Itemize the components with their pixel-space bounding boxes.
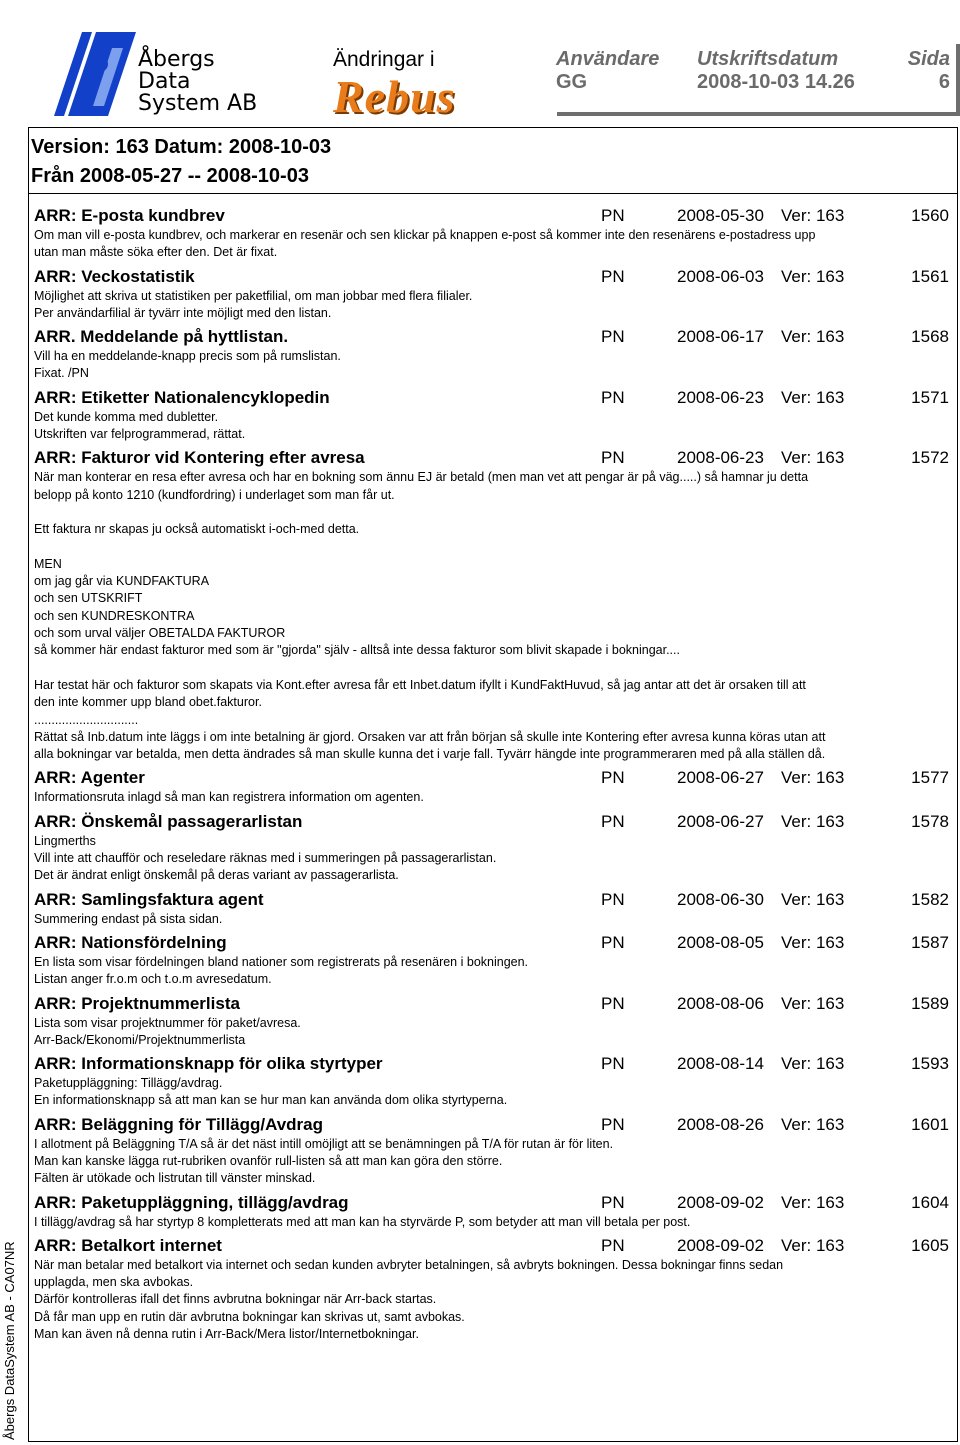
print-date-column [697,48,855,94]
entry-header [34,1052,949,1075]
entry-number: 1593 [911,1054,949,1074]
entry-header [34,992,949,1015]
app-name-logo: Rebus [333,71,456,122]
entry-author: PN [601,1054,625,1074]
entry-date: 2008-06-03 [677,266,764,286]
entry-title: ARR: Nationsfördelning [34,932,227,952]
entry-version: Ver: 163 [781,206,845,225]
vertical-footer-text: Åbergs DataSystem AB - CA07NR [2,1241,17,1440]
entry-author: PN [601,993,625,1013]
entry-description: Paketuppläggning: Tillägg/avdrag. En informationsknapp så att man kan se hur man kan använda dom olika styrtyperna. [34,1076,508,1108]
entry-header [34,810,949,833]
svg-text:Data: Data [138,69,191,94]
entry-number: 1572 [911,448,949,468]
change-entry [34,386,949,444]
entry-number: 1589 [911,993,949,1013]
entry-author: PN [601,811,625,831]
entry-author: PN [601,1235,625,1255]
entry-header [34,1234,949,1257]
entry-header [34,386,949,409]
changes-list [28,193,958,1442]
change-entry [34,1191,949,1231]
change-entry [34,992,949,1050]
entry-description: När man betalar med betalkort via internet och sedan kunden avbryter betalningen, så avbryts bokningen. Dessa bokningar finns sedan upplagda, men ska avbokas. Därför kontrolleras ifall det finns avbrutna bokningar när Arr-back startas. Då får man upp en rutin där avbrutna bokningar kan skrivas ut, samt avbokas. Man kan även nå denna rutin i Arr-Back/Mera listor/Internetbokningar. [34,1257,784,1342]
entry-author: PN [601,266,625,286]
entry-description: Informationsruta inlagd så man kan registrera information om agenten. [34,790,424,805]
entry-version: Ver: 163 [781,932,845,952]
entry-description: I tillägg/avdrag så har styrtyp 8 kompletterats med att man kan ha styrvärde P, som betyder att man vill betala per post. [34,1214,691,1229]
entry-author: PN [601,932,625,952]
entry-description: Om man vill e-posta kundbrev, och markerar en resenär och sen klickar på knappen e-post så kommer inte den resenärens e-postadress upp utan man måste söka efter den. Det är fixat. [34,228,816,260]
entry-number: 1568 [911,327,949,347]
entry-header [34,325,949,348]
entry-title: ARR: Samlingsfaktura agent [34,889,264,909]
entry-title: ARR: E-posta kundbrev [34,206,225,225]
change-entry [34,888,949,928]
change-entry [34,446,949,763]
entry-date: 2008-08-06 [677,993,764,1013]
print-date-label: Utskriftsdatum [697,48,839,70]
company-logo [38,18,300,120]
entry-title: ARR: Veckostatistik [34,266,195,286]
entry-description: En lista som visar fördelningen bland nationer som registrerats på resenären i bokningen. Listan anger fr.o.m och t.o.m avresedatum. [34,954,529,987]
entry-date: 2008-09-02 [677,1192,764,1212]
document-title-block [333,48,483,123]
entry-date: 2008-06-23 [677,387,764,407]
change-entry [34,204,949,262]
entry-author: PN [601,327,625,347]
change-entry [34,931,949,989]
entry-number: 1605 [911,1235,949,1255]
entry-title: ARR. Meddelande på hyttlistan. [34,327,289,347]
change-entry [34,1052,949,1110]
entry-date: 2008-05-30 [677,206,764,225]
entry-header [34,888,949,911]
entry-date: 2008-06-30 [677,889,764,909]
entry-description: När man konterar en resa efter avresa och har en bokning som ännu EJ är betald (men man vet att pengar är på väg.....) så hamnar ju detta belopp på konto 1210 (kundfordring) i underlaget som man får ut. Ett faktura nr skapas ju också automatiskt i-och-med detta. MEN om jag går via KUNDFAKTURA och sen UTSKRIFT och sen KUNDRESKONTRA och som urval väljer OBETALDA FAKTUROR så kommer här endast fakturor med som är "gjorda" själv - alltså inte dessa fakturor som blivit skapade i bokningar.... Har testat här och fakturor som skapats via Kont.efter avresa får ett Inbet.datum ifyllt i KundFaktHuvud, så jag antar att det är orsaken till att den inte kommer upp bland obet.fakturor. .............................. Rättat så Inb.datum inte läggs i om inte betalning är gjord. Orsaken var att från början så skulle inte Kontering efter avresa kunna köras utan att alla bokningar var betalda, men detta ändrades så man skulle kunna det i varje fall. Tyvärr hängde inte programmeraren med på alla ställen då. [34,470,826,762]
print-date-value: 2008-10-03 14.26 [697,71,855,93]
entry-date: 2008-06-17 [677,327,764,347]
version-line: Version: 163 Datum: 2008-10-03 [31,136,332,158]
entry-title: ARR: Önskemål passagerarlistan [34,811,303,831]
page-label: Sida [907,48,950,70]
change-entry [34,766,949,806]
entry-version: Ver: 163 [781,993,845,1013]
entry-title: ARR: Beläggning för Tillägg/Avdrag [34,1114,324,1134]
entry-header [34,1113,949,1136]
entry-author: PN [601,206,625,225]
entry-header [34,931,949,954]
entry-header [34,265,949,288]
entry-description: Det kunde komma med dubletter. Utskriften var felprogrammerad, rättat. [34,409,246,442]
entry-version: Ver: 163 [781,327,845,347]
logo-text-abergs: Åbergs [138,47,215,72]
entry-version: Ver: 163 [781,768,845,788]
entry-description: Lingmerths Vill inte att chaufför och reseledare räknas med i summeringen på passagerarlistan. Det är ändrat enligt önskemål på deras variant av passagerarlista. [34,833,497,883]
entry-date: 2008-08-14 [677,1054,764,1074]
entry-number: 1601 [911,1114,949,1134]
entry-version: Ver: 163 [781,1054,845,1074]
entry-date: 2008-08-05 [677,932,764,952]
print-info-box [553,40,956,112]
entry-number: 1604 [911,1192,949,1212]
entry-author: PN [601,387,625,407]
entry-title: ARR: Betalkort internet [34,1235,222,1255]
entry-date: 2008-06-27 [677,768,764,788]
change-entry [34,325,949,383]
entry-author: PN [601,1114,625,1134]
entry-author: PN [601,448,625,468]
entry-number: 1561 [911,266,949,286]
entry-header [34,766,949,789]
entry-number: 1577 [911,768,949,788]
entry-author: PN [601,768,625,788]
page-value: 6 [938,71,950,93]
entry-number: 1560 [911,206,949,225]
entry-version: Ver: 163 [781,266,845,286]
entry-header [34,1191,949,1214]
user-column [556,48,659,94]
entry-description: Möjlighet att skriva ut statistiken per paketfilial, om man jobbar med flera filialer. Per användarfilial är tyvärr inte möjligt med den listan. [34,288,473,320]
entry-title: ARR: Paketuppläggning, tillägg/avdrag [34,1192,349,1212]
entry-description: Summering endast på sista sidan. [34,911,223,926]
entry-number: 1582 [911,889,949,909]
entry-number: 1578 [911,811,949,831]
entry-version: Ver: 163 [781,811,845,831]
date-range-line: Från 2008-05-27 -- 2008-10-03 [31,165,309,187]
svg-text:System AB: System AB [138,91,258,116]
entries-container [34,204,949,1346]
entry-title: ARR: Projektnummerlista [34,993,240,1013]
entry-author: PN [601,889,625,909]
entry-number: 1571 [911,387,949,407]
entry-version: Ver: 163 [781,889,845,909]
entry-version: Ver: 163 [781,387,845,407]
change-entry [34,265,949,323]
entry-title: ARR: Etiketter Nationalencyklopedin [34,387,330,407]
entry-title: ARR: Agenter [34,768,145,788]
entry-date: 2008-09-02 [677,1235,764,1255]
entry-version: Ver: 163 [781,1192,845,1212]
version-box [28,127,958,194]
entry-author: PN [601,1192,625,1212]
entry-description: I allotment på Beläggning T/A så är det näst intill omöjligt att se benämningen på T/A för rutan är för liten. Man kan kanske lägga rut-rubriken ovanför rull-listen så att man kan göra den större. Fälten är utökade och listrutan till vänster minskad. [34,1136,614,1186]
entry-date: 2008-06-27 [677,811,764,831]
entry-date: 2008-08-26 [677,1114,764,1134]
entry-header [34,446,949,469]
entry-description: Lista som visar projektnummer för paket/avresa. Arr-Back/Ekonomi/Projektnummerlista [34,1015,301,1047]
entry-date: 2008-06-23 [677,448,764,468]
change-entry [34,1234,949,1343]
entry-description: Vill ha en meddelande-knapp precis som på rumslistan. Fixat. /PN [34,349,341,381]
change-entry [34,1113,949,1188]
doc-title: Ändringar i [333,48,435,71]
entry-title: ARR: Informationsknapp för olika styrtyper [34,1054,383,1074]
entry-number: 1587 [911,932,949,952]
user-value: GG [556,71,588,93]
change-entry [34,810,949,885]
entry-title: ARR: Fakturor vid Kontering efter avresa [34,448,365,468]
entry-header [34,204,949,227]
entry-version: Ver: 163 [781,448,845,468]
page-column [908,48,950,94]
entry-version: Ver: 163 [781,1114,845,1134]
entry-version: Ver: 163 [781,1235,845,1255]
user-label: Användare [556,48,660,70]
